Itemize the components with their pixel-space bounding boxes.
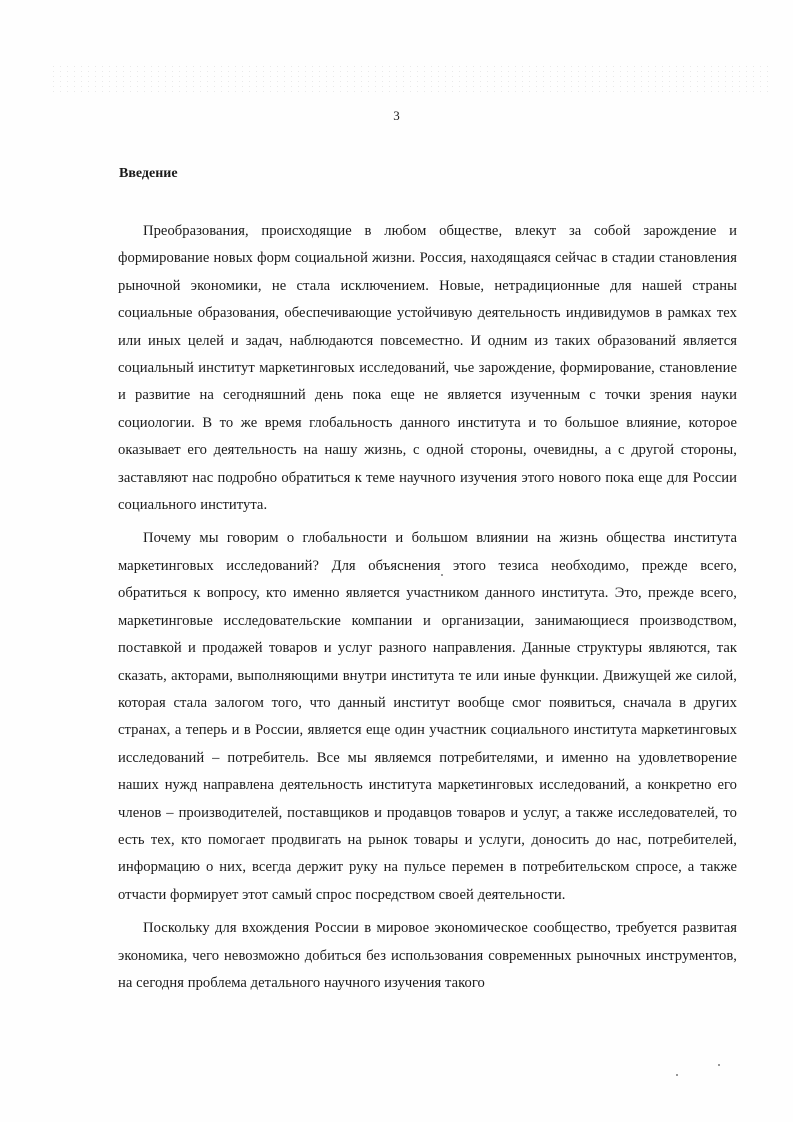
scan-speck (718, 1064, 720, 1066)
scan-noise-band (50, 64, 770, 94)
paragraph-3: Поскольку для вхождения России в мировое экономическое сообщество, требуется развитая экономика, чего невозможно добиться без использования современных рыночных инструментов, на сегодня проблема детального научного изучения такого (118, 920, 737, 991)
paragraph-1: Преобразования, происходящие в любом обществе, влекут за собой зарождение и формирование новых форм социальной жизни. Россия, находящаяся сейчас в стадии становления рыночной экономики, не стала исключением. Новые, нетрадиционные для нашей страны социальные образования, обеспечивающие устойчивую деятельность индивидумов в рамках тех или иных целей и задач, наблюдаются повсеместно. И одним из таких образований является социальный институт маркетинговых исследований, чье зарождение, формирование, становление и развитие на сегодняшний день пока еще не является изученным с точки зрения науки социологии. В то же время глобальность данного института и то большое влияние, которое оказывает его деятельность на нашу жизнь, с одной стороны, очевидны, а с другой стороны, заставляют нас подробно обратиться к теме научного изучения этого нового пока еще для России социального института. (118, 223, 737, 514)
section-heading: Введение (119, 166, 178, 181)
page-number: 3 (393, 108, 400, 123)
scan-speck (676, 1074, 678, 1076)
scan-speck (441, 574, 443, 576)
body-text (118, 218, 737, 1003)
paragraph-2: Почему мы говорим о глобальности и большом влиянии на жизнь общества института маркетинговых исследований? Для объяснения этого тезиса необходимо, прежде всего, обратиться к вопросу, кто именно является участником данного института. Это, прежде всего, маркетинговые исследовательские компании и организации, занимающиеся производством, поставкой и продажей товаров и услуг разного направления. Данные структуры являются, так сказать, акторами, выполняющими внутри института те или иные функции. Движущей же силой, которая стала залогом того, что данный институт вообще смог появиться, сначала в других странах, а теперь и в России, является еще один участник социального института маркетинговых исследований – потребитель. Все мы являемся потребителями, и именно на удовлетворение наших нужд направлена деятельность института маркетинговых исследований, а конкретно его членов – производителей, поставщиков и продавцов товаров и услуг, а также исследователей, то есть тех, кто помогает продвигать на рынок товары и услуги, доносить до нас, потребителей, информацию о них, всегда держит руку на пульсе перемен в потребительском спросе, а также отчасти формирует этот самый спрос посредством своей деятельности. (118, 530, 737, 903)
